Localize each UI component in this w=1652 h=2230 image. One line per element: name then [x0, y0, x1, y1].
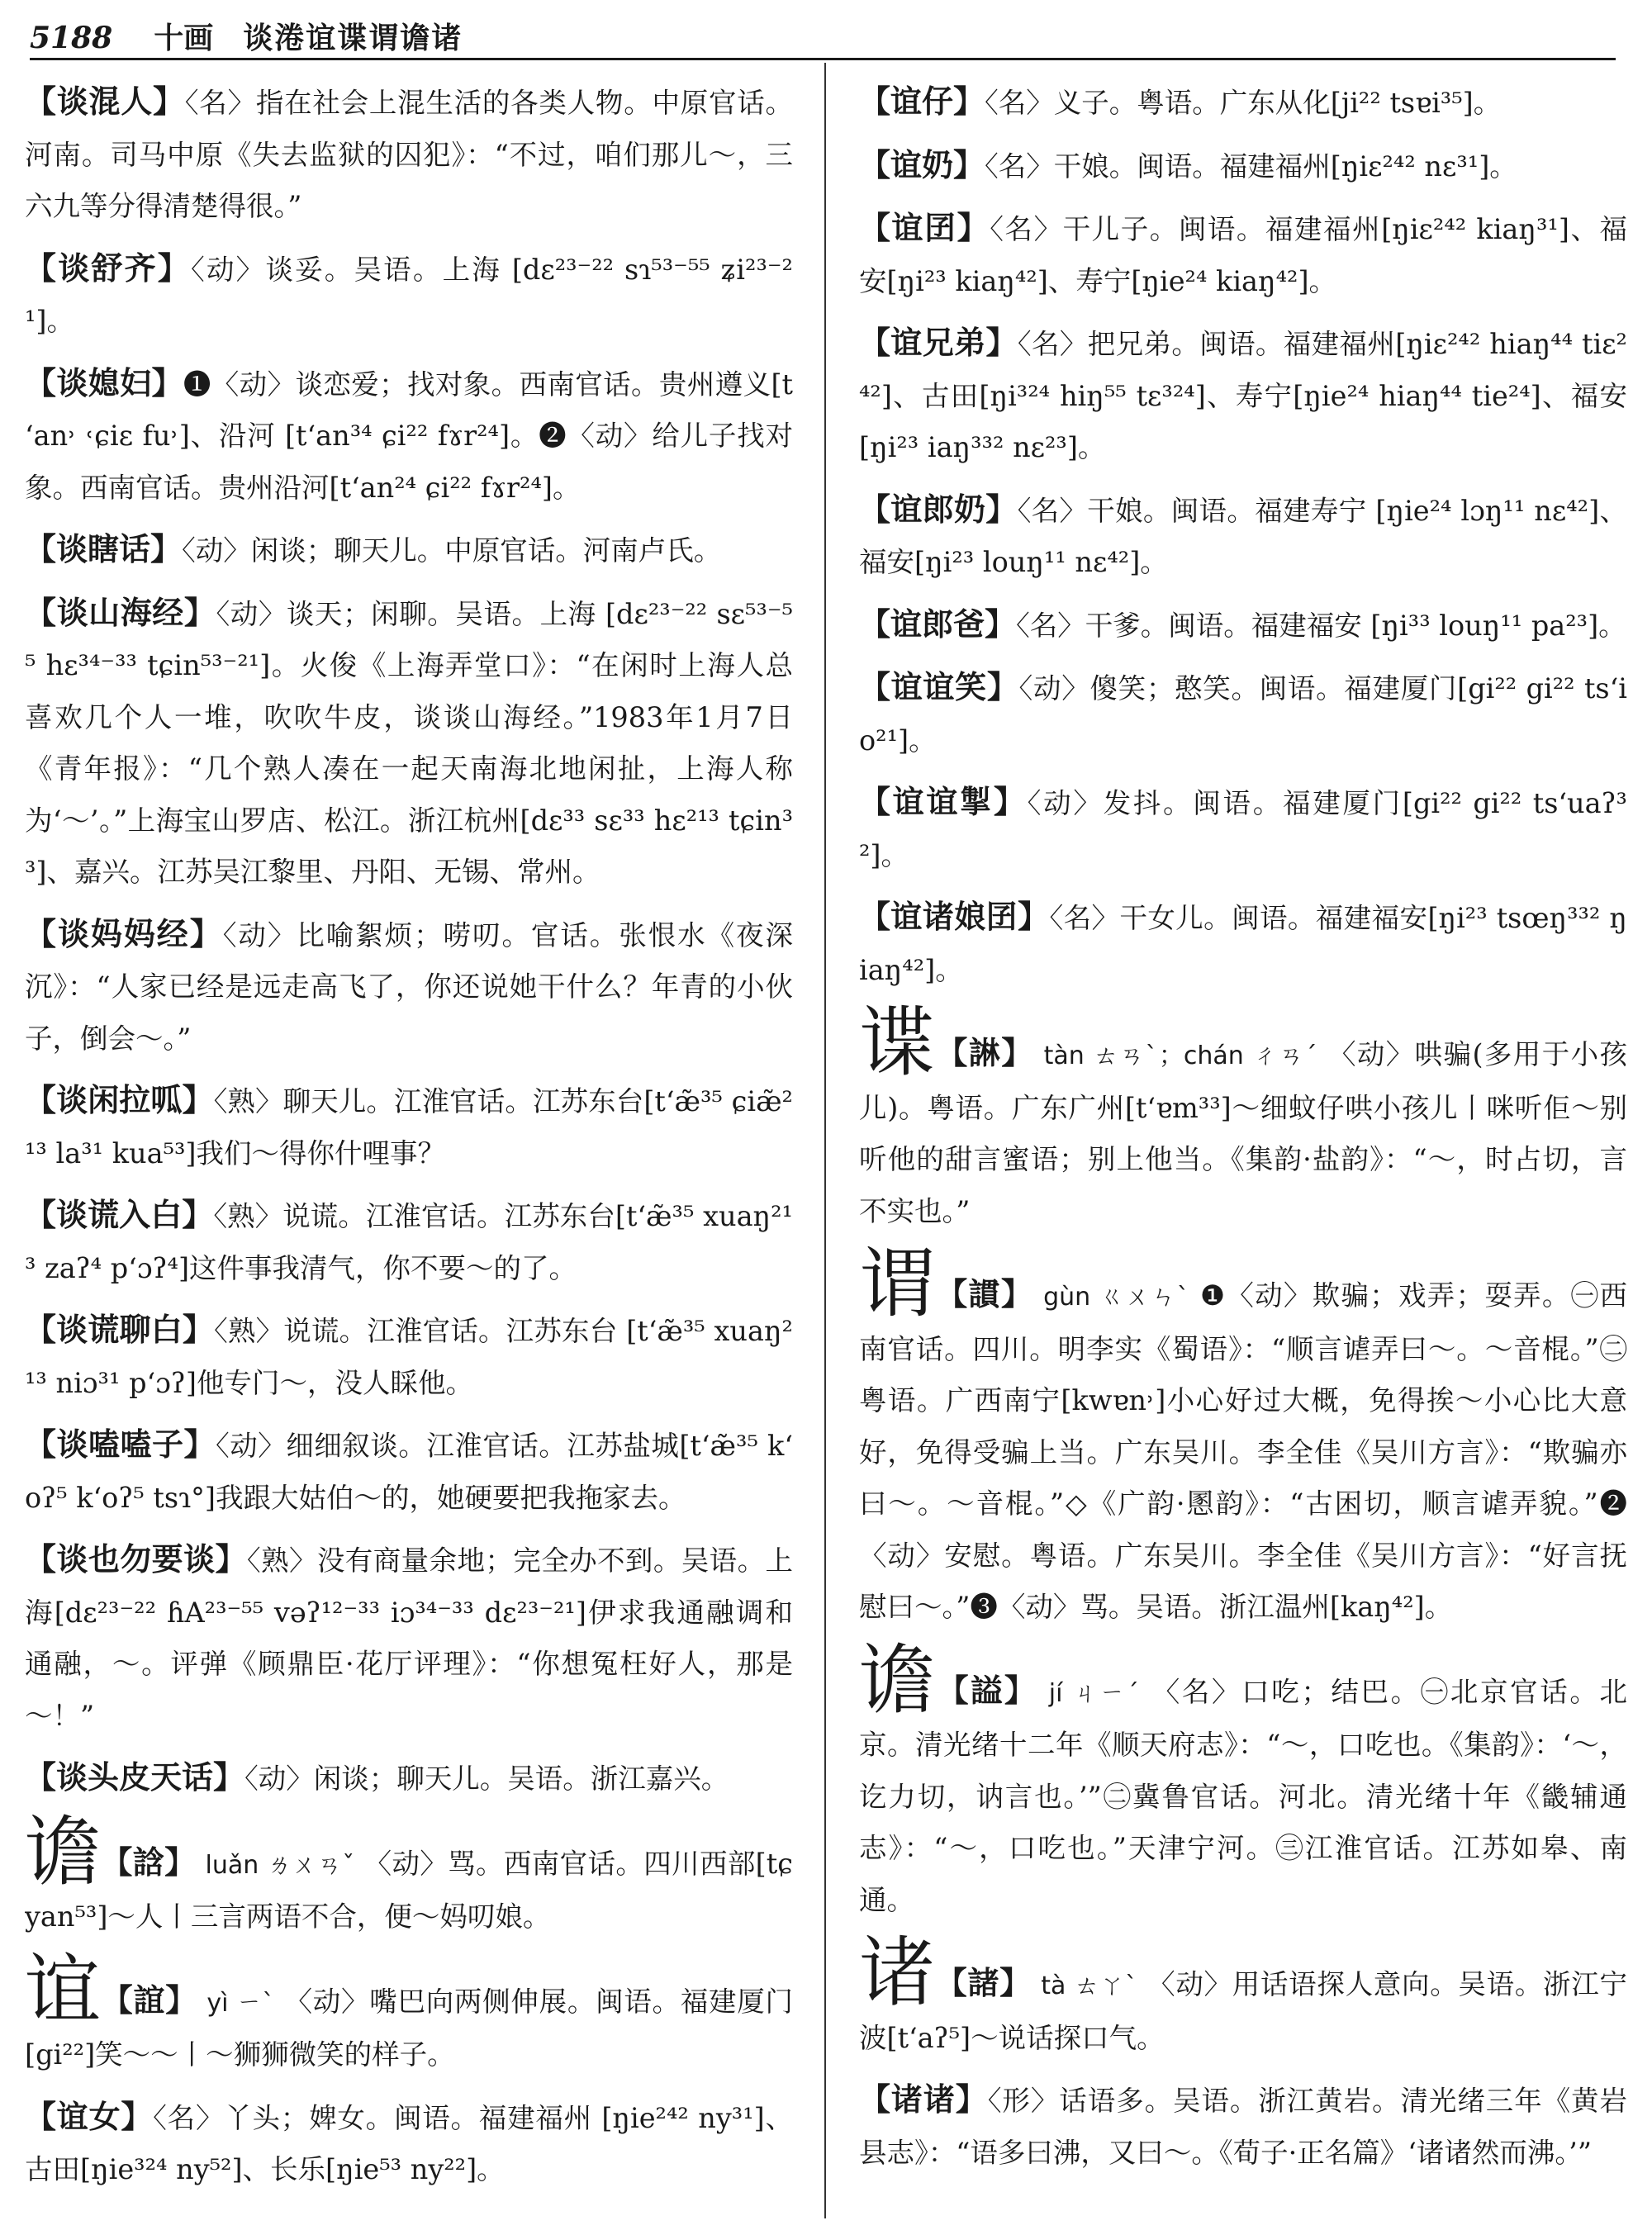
traditional-form: 【誝】 [101, 1843, 197, 1881]
character-entry [859, 1240, 1627, 1634]
entry-definition: 〈形〉话语多。吴语。浙江黄岩。清光绪三年《黄岩县志》：“语多曰沸，又曰～。《荀子·正名篇》‘诸诸然而沸。’” [859, 2085, 1627, 2169]
word-entry [859, 140, 1627, 193]
entry-definition: 〈熟〉没有商量余地；完全办不到。吴语。上海[dɛ²³⁻²² ɦA²³⁻⁵⁵ vəʔ¹²⁻³³ iɔ³⁴⁻³³ dɛ²³⁻²¹]伊求我通融调和通融，～。评弹《顾鼎臣·花厅评理》：“你想冤枉好人，那是～！” [25, 1544, 793, 1732]
entry-definition: 〈动〉哄骗(多用于小孩儿)。粤语。广东广州[tʻɐm³³]～细蚊仔哄小孩儿丨咪听佢～别听他的甜言蜜语；别上他当。《集韵·盐韵》：“～，时占切，言不实也。” [859, 1038, 1627, 1227]
entry-headword: 【谊女】 [25, 2097, 154, 2135]
word-entry [25, 1752, 793, 1805]
entry-definition: 〈动〉傻笑；憨笑。闽语。福建厦门[gi²² gi²² tsʻio²¹]。 [859, 672, 1627, 757]
left-column [25, 76, 793, 2215]
character-entry [25, 1945, 793, 2081]
word-entry [25, 1304, 793, 1409]
page-header [30, 15, 1616, 60]
header-characters: 谈淃谊谍谓谵诸 [243, 21, 463, 55]
head-character: 谊 [25, 1945, 102, 2034]
entry-headword: 【谊谊笑】 [859, 668, 1019, 705]
entry-headword: 【谈瞎话】 [25, 530, 183, 567]
pronunciation: jí ㄐㄧˊ [1048, 1678, 1142, 1708]
pronunciation: gùn ㄍㄨㄣˋ [1043, 1283, 1191, 1312]
entry-definition: 〈动〉比喻絮烦；唠叨。官话。张恨水《夜深沉》：“人家已经是远走高飞了，你还说她干什么？年青的小伙子，倒会～。” [25, 918, 793, 1055]
word-entry [859, 662, 1627, 766]
entry-definition: 〈动〉用话语探人意向。吴语。浙江宁波[tʻaʔ⁵]～说话探口气。 [859, 1968, 1627, 2054]
entry-headword: 【谈谎聊白】 [25, 1311, 215, 1348]
entry-headword: 【谈山海经】 [25, 593, 216, 631]
entry-headword: 【谊谊掣】 [859, 783, 1028, 820]
entry-definition: 〈名〉干娘。闽语。福建福州[ŋiɛ²⁴² nɛ³¹]。 [985, 149, 1517, 183]
entry-definition: 〈动〉闲谈；聊天儿。中原官话。河南卢氏。 [182, 534, 722, 567]
entry-headword: 【谈嗑嗑子】 [25, 1426, 216, 1463]
entry-headword: 【谊兄弟】 [859, 324, 1018, 361]
pronunciation: tàn ㄊㄢˋ；chán ㄔㄢˊ [1043, 1041, 1318, 1070]
column-divider [824, 63, 826, 2218]
word-entry [25, 909, 793, 1065]
traditional-form: 【諃】 [936, 1034, 1034, 1071]
entry-headword: 【谊仔】 [859, 83, 985, 120]
entry-headword: 【谈混人】 [25, 83, 185, 120]
head-character: 谍 [859, 999, 937, 1087]
word-entry [25, 243, 793, 348]
head-character: 谵 [25, 1807, 102, 1896]
pronunciation: yì ㄧˋ [206, 1988, 276, 2018]
head-character: 谓 [859, 1240, 937, 1328]
entry-definition: 〈动〉嘴巴向两侧伸展。闽语。福建厦门[gi²²]笑～～丨～狮狮微笑的样子。 [25, 1985, 793, 2071]
word-entry [25, 358, 793, 515]
entry-definition: 〈动〉谈妥。吴语。上海 [dɛ²³⁻²² sɿ⁵³⁻⁵⁵ ʑi²³⁻²¹]。 [25, 253, 793, 337]
entry-headword: 【谈舒齐】 [25, 249, 192, 287]
entry-headword: 【谈闲拉呱】 [25, 1081, 214, 1118]
entry-definition: ❶〈动〉欺骗；戏弄；耍弄。㊀西南官话。四川。明李实《蜀语》：“顺言谑弄曰～。～音棍。”㊁粤语。广西南宁[kwɐn˒]小心好过大概，免得挨～小心比大意好，免得受骗上当。广东吴川。李全佳《吴川方言》：“欺骗亦曰～。～音棍。”◇《广韵·慁韵》：“古困切，顺言谑弄貌。”❷〈动〉安慰。粤语。广东吴川。李全佳《吴川方言》：“好言抚慰曰～。”❸〈动〉骂。吴语。浙江温州[kaŋ⁴²]。 [859, 1279, 1627, 1623]
entry-definition: ❶〈动〉谈恋爱；找对象。西南官话。贵州遵义[tʻan˒ ˓ɕiɛ fu˒]、沿河 [tʻan³⁴ ɕi²² fɤr²⁴]。❷〈动〉给儿子找对象。西南官话。贵州沿河[tʻan²⁴ ɕi²² fɤr²⁴]。 [25, 368, 793, 504]
entry-definition: 〈熟〉聊天儿。江淮官话。江苏东台[tʻæ̃³⁵ ɕiæ̃²¹³ la³¹ kua⁵³]我们～得你什哩事？ [25, 1085, 793, 1170]
word-entry [859, 484, 1627, 589]
chapter-label: 十画 [154, 21, 214, 55]
entry-definition: 〈熟〉说谎。江淮官话。江苏东台 [tʻæ̃³⁵ xuaŋ²¹³ niɔ³¹ pʻɔʔ]他专门～，没人睬他。 [25, 1315, 793, 1399]
entry-headword: 【谈谎入白】 [25, 1196, 214, 1233]
entry-headword: 【谈也勿要谈】 [25, 1540, 247, 1578]
entry-definition: 〈名〉干女儿。闽语。福建福安[ŋi²³ tsœŋ³³² ŋiaŋ⁴²]。 [859, 902, 1627, 986]
entry-headword: 【谊郎爸】 [859, 605, 1017, 643]
word-entry [859, 599, 1627, 652]
traditional-form: 【謚】 [937, 1671, 1038, 1709]
head-character: 诸 [859, 1929, 936, 2017]
word-entry [25, 1419, 793, 1524]
traditional-form: 【謴】 [936, 1275, 1034, 1312]
entry-headword: 【诸诸】 [859, 2081, 988, 2118]
head-character: 谵 [859, 1635, 938, 1725]
entry-definition: 〈名〉指在社会上混生活的各类人物。中原官话。河南。司马中原《失去监狱的囚犯》：“不过，咱们那儿～，三六九等分得清楚得很。” [25, 87, 793, 222]
entry-definition: 〈熟〉说谎。江淮官话。江苏东台[tʻæ̃³⁵ xuaŋ²¹³ zaʔ⁴ pʻɔʔ⁴]这件事我清气，你不要～的了。 [25, 1200, 793, 1284]
page-number: 5188 [30, 21, 113, 55]
word-entry [859, 202, 1627, 307]
entry-headword: 【谊囝】 [859, 209, 990, 246]
traditional-form: 【誼】 [101, 1981, 197, 2019]
character-entry [25, 1807, 793, 1943]
entry-headword: 【谊奶】 [859, 145, 985, 183]
word-entry [25, 1189, 793, 1294]
word-entry [25, 587, 793, 899]
entry-headword: 【谈妈妈经】 [25, 914, 223, 952]
entry-definition: 〈动〉骂。西南官话。四川西部[tɕyan⁵³]～人丨三言两语不合，便～妈叨娘。 [25, 1847, 793, 1933]
entry-definition: 〈名〉口吃；结巴。㊀北京官话。北京。清光绪十二年《顺天府志》：“～，口吃也。《集韵》：‘～，讫力切，讷言也。’”㊁冀鲁官话。河北。清光绪十年《畿辅通志》：“～，口吃也。”天津宁河。㊂江淮官话。江苏如皋、南通。 [859, 1675, 1627, 1916]
word-entry [859, 76, 1627, 130]
traditional-form: 【諸】 [935, 1964, 1032, 2001]
word-entry [859, 776, 1627, 881]
entry-definition: 〈名〉干爹。闽语。福建福安 [ŋi³³ louŋ¹¹ pa²³]。 [1016, 609, 1626, 642]
entry-headword: 【谈媳妇】 [25, 363, 183, 401]
word-entry [25, 2091, 793, 2196]
entry-definition: 〈动〉细细叙谈。江淮官话。江苏盐城[tʻæ̃³⁵ kʻoʔ⁵ kʻoʔ⁵ tsɿ°]我跟大姑伯～的，她硬要把我拖家去。 [25, 1430, 793, 1514]
entry-headword: 【谊郎奶】 [859, 490, 1018, 528]
entry-headword: 【谈头皮天话】 [25, 1758, 245, 1796]
entry-headword: 【谊诸娘囝】 [859, 898, 1050, 935]
character-entry [859, 999, 1627, 1237]
entry-definition: 〈名〉丫头；婢女。闽语。福建福州 [ŋie²⁴² ny³¹]、古田[ŋie³²⁴ ny⁵²]、长乐[ŋie⁵³ ny²²]。 [25, 2101, 793, 2185]
word-entry [25, 524, 793, 577]
entry-definition: 〈名〉干娘。闽语。福建寿宁 [ŋie²⁴ lɔŋ¹¹ nɛ⁴²]、福安[ŋi²³ louŋ¹¹ nɛ⁴²]。 [859, 494, 1627, 578]
word-entry [859, 2074, 1627, 2179]
word-entry [859, 891, 1627, 996]
word-entry [25, 1075, 793, 1179]
entry-definition: 〈动〉谈天；闲聊。吴语。上海 [dɛ²³⁻²² sɛ⁵³⁻⁵⁵ hɛ³⁴⁻³³ tɕin⁵³⁻²¹]。火俊《上海弄堂口》：“在闲时上海人总喜欢几个人一堆，吹吹牛皮，谈谈山海经。”1983年1月7日《青年报》：“几个熟人凑在一起天南海北地闲扯，上海人称为‘～’。”上海宝山罗店、松江。浙江杭州[dɛ³³ sɛ³³ hɛ²¹³ tɕin³³]、嘉兴。江苏吴江黎里、丹阳、无锡、常州。 [25, 597, 793, 888]
word-entry [25, 1534, 793, 1742]
entry-definition: 〈动〉发抖。闽语。福建厦门[gi²² gi²² tsʻuaʔ³²]。 [859, 787, 1627, 871]
character-entry [859, 1635, 1627, 1927]
entry-definition: 〈名〉干儿子。闽语。福建福州[ŋiɛ²⁴² kiaŋ³¹]、福安[ŋi²³ kiaŋ⁴²]、寿宁[ŋie²⁴ kiaŋ⁴²]。 [859, 213, 1627, 297]
pronunciation: tà ㄊㄚˋ [1041, 1971, 1138, 2000]
entry-definition: 〈名〉义子。粤语。广东从化[ji²² tsɐi³⁵]。 [985, 87, 1502, 119]
pronunciation: luǎn ㄌㄨㄢˇ [205, 1850, 355, 1880]
entry-definition: 〈动〉闲谈；聊天儿。吴语。浙江嘉兴。 [244, 1763, 729, 1795]
entry-definition: 〈名〉把兄弟。闽语。福建福州[ŋiɛ²⁴² hiaŋ⁴⁴ tiɛ²⁴²]、古田[ŋi³²⁴ hiŋ⁵⁵ tɛ³²⁴]、寿宁[ŋie²⁴ hiaŋ⁴⁴ tie²⁴]、福安[ŋi²³ iaŋ³³² nɛ²³]。 [859, 328, 1627, 463]
word-entry [859, 317, 1627, 474]
character-entry [859, 1929, 1627, 2064]
right-column [859, 76, 1627, 2215]
word-entry [25, 76, 793, 233]
